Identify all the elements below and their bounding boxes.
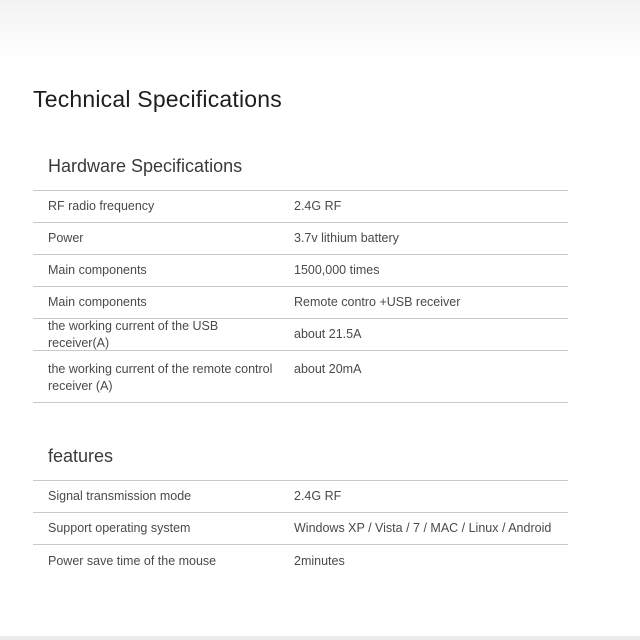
- spec-value: 1500,000 times: [294, 263, 380, 277]
- spec-key: Signal transmission mode: [48, 489, 192, 503]
- hardware-specs-title: Hardware Specifications: [48, 156, 243, 176]
- spec-key: the working current of the remote control receiver (A): [48, 362, 273, 393]
- table-row: [33, 255, 568, 287]
- features-section: [33, 444, 568, 577]
- table-row: [33, 513, 568, 545]
- hardware-specs-table: [33, 190, 568, 403]
- footer-band: [0, 636, 640, 640]
- features-table: [33, 480, 568, 577]
- spec-key: RF radio frequency: [48, 199, 155, 213]
- spec-value: about 20mA: [294, 362, 362, 376]
- spec-value: 2.4G RF: [294, 489, 342, 503]
- spec-value: about 21.5A: [294, 327, 362, 341]
- features-title: features: [48, 446, 114, 466]
- table-row: [33, 319, 568, 351]
- spec-key: Power save time of the mouse: [48, 553, 217, 568]
- spec-value: 3.7v lithium battery: [294, 231, 399, 245]
- table-row: [33, 191, 568, 223]
- hardware-specs-section: [33, 154, 568, 403]
- spec-value: 2.4G RF: [294, 199, 342, 213]
- header-band: [0, 0, 640, 58]
- table-row: [33, 481, 568, 513]
- table-row: [33, 351, 568, 403]
- spec-key: the working current of the USB receiver(A): [48, 318, 219, 350]
- spec-value: Windows XP / Vista / 7 / MAC / Linux / Android: [294, 521, 552, 535]
- spec-value: Remote contro +USB receiver: [294, 295, 461, 309]
- spec-key: Main components: [48, 263, 147, 277]
- spec-key: Power: [48, 231, 84, 245]
- page-title: Technical Specifications: [33, 86, 282, 112]
- spec-key: Support operating system: [48, 521, 191, 535]
- spec-key: Main components: [48, 295, 147, 309]
- table-row: [33, 223, 568, 255]
- spec-value: 2minutes: [294, 553, 345, 568]
- table-row: [33, 545, 568, 577]
- table-row: [33, 287, 568, 319]
